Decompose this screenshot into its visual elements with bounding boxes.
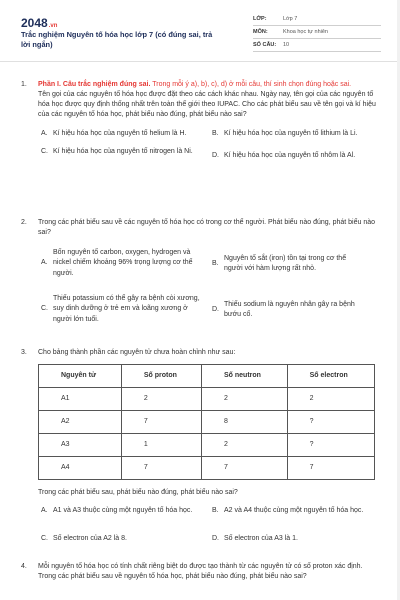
option-c[interactable]: C. Thiếu potassium có thể gây ra bệnh còi xương, suy dinh dưỡng ở trẻ em và loãng xương ở người lớn tuổi. xyxy=(41,295,200,323)
option-d[interactable]: D. Số electron của A3 là 1. xyxy=(212,535,298,543)
question-3 xyxy=(21,348,381,552)
section-heading: Phần I. Câu trắc nghiệm đúng sai. Trong mỗi ý a), b), c), d) ở mỗi câu, thí sinh chọn đúng hoặc sai. xyxy=(38,81,352,88)
option-d[interactable]: D. Thiếu sodium là nguyên nhân gây ra bệnh bướu cổ. xyxy=(212,301,355,319)
option-a[interactable]: A. Bốn nguyên tố carbon, oxygen, hydrogen và nickel chiếm khoảng 96% trọng lượng cơ thể người. xyxy=(41,249,193,277)
option-a[interactable]: A. Kí hiệu hóa học của nguyên tố helium là H. xyxy=(41,129,187,137)
option-b[interactable]: B. A2 và A4 thuộc cùng một nguyên tố hóa học. xyxy=(212,507,364,515)
page-header xyxy=(0,0,400,62)
option-a[interactable]: A. A1 và A3 thuộc cùng một nguyên tố hóa học. xyxy=(41,507,193,515)
question-2 xyxy=(21,218,381,342)
table-row: A1 2 2 2 xyxy=(39,388,375,411)
meta-row-subject: MÔN: Khoa học tự nhiên xyxy=(253,27,381,39)
question-4 xyxy=(21,562,381,582)
question-1 xyxy=(21,80,381,173)
options xyxy=(38,502,381,552)
table-row: A4 7 7 7 xyxy=(39,457,375,480)
question-text: Trong các phát biểu sau về các nguyên tố hóa học có trong cơ thể người. Phát biểu nào đúng, phát biểu nào sai? xyxy=(38,219,376,237)
table-header: Nguyên tử Số proton Số neutron Số electron xyxy=(39,365,375,388)
site-logo[interactable]: 2048.vn xyxy=(21,16,58,30)
question-number: 4. xyxy=(21,563,27,570)
option-b[interactable]: B. Nguyên tố sắt (iron) tồn tại trong cơ thể người với hàm lượng rất nhỏ. xyxy=(212,255,347,273)
question-number: 3. xyxy=(21,349,27,356)
options xyxy=(38,242,381,342)
option-b[interactable]: B. Kí hiệu hóa học của nguyên tố lithium là Li. xyxy=(212,129,358,137)
option-c[interactable]: C. Số electron của A2 là 8. xyxy=(41,535,127,543)
table-row: A2 7 8 ? xyxy=(39,411,375,434)
table-row: A3 1 2 ? xyxy=(39,434,375,457)
meta-row-class: LỚP: Lớp 7 xyxy=(253,14,381,26)
options xyxy=(38,125,381,173)
option-c[interactable]: C. Kí hiệu hóa học của nguyên tố nitrogen là Ni. xyxy=(41,147,193,155)
meta-info xyxy=(253,14,381,53)
question-text: Cho bảng thành phần các nguyên tử chưa hoàn chỉnh như sau: xyxy=(38,349,236,356)
question-prompt: Trong các phát biểu sau, phát biểu nào đúng, phát biểu nào sai? xyxy=(38,489,238,497)
meta-row-count: SỐ CÂU: 10 xyxy=(253,40,381,52)
question-text: Mỗi nguyên tố hóa học có tính chất riêng biệt do được tạo thành từ các nguyên tử có số proton xác định. Trong các phát biểu sau về nguyên tố hóa học, phát biểu nào đúng, phát biểu nào sai? xyxy=(38,563,363,581)
question-number: 2. xyxy=(21,219,27,226)
question-number: 1. xyxy=(21,81,27,88)
page-title: Trắc nghiệm Nguyên tố hóa học lớp 7 (có đúng sai, trả lời ngắn) xyxy=(21,30,213,49)
question-text: Tên gọi của các nguyên tố hóa học được đặt theo các cách khác nhau. Ngày nay, tên gọi của các nguyên tố hóa học được quy định thống nhất trên toàn thế giới theo IUPAC. Cho các phát biểu sau về tên gọi và kí hiệu của các nguyên tố hóa học, phát biểu nào đúng, phát biểu nào sai? xyxy=(38,91,376,119)
atom-table xyxy=(38,364,375,480)
option-d[interactable]: D. Kí hiệu hóa học của nguyên tố nhôm là Al. xyxy=(212,151,356,159)
